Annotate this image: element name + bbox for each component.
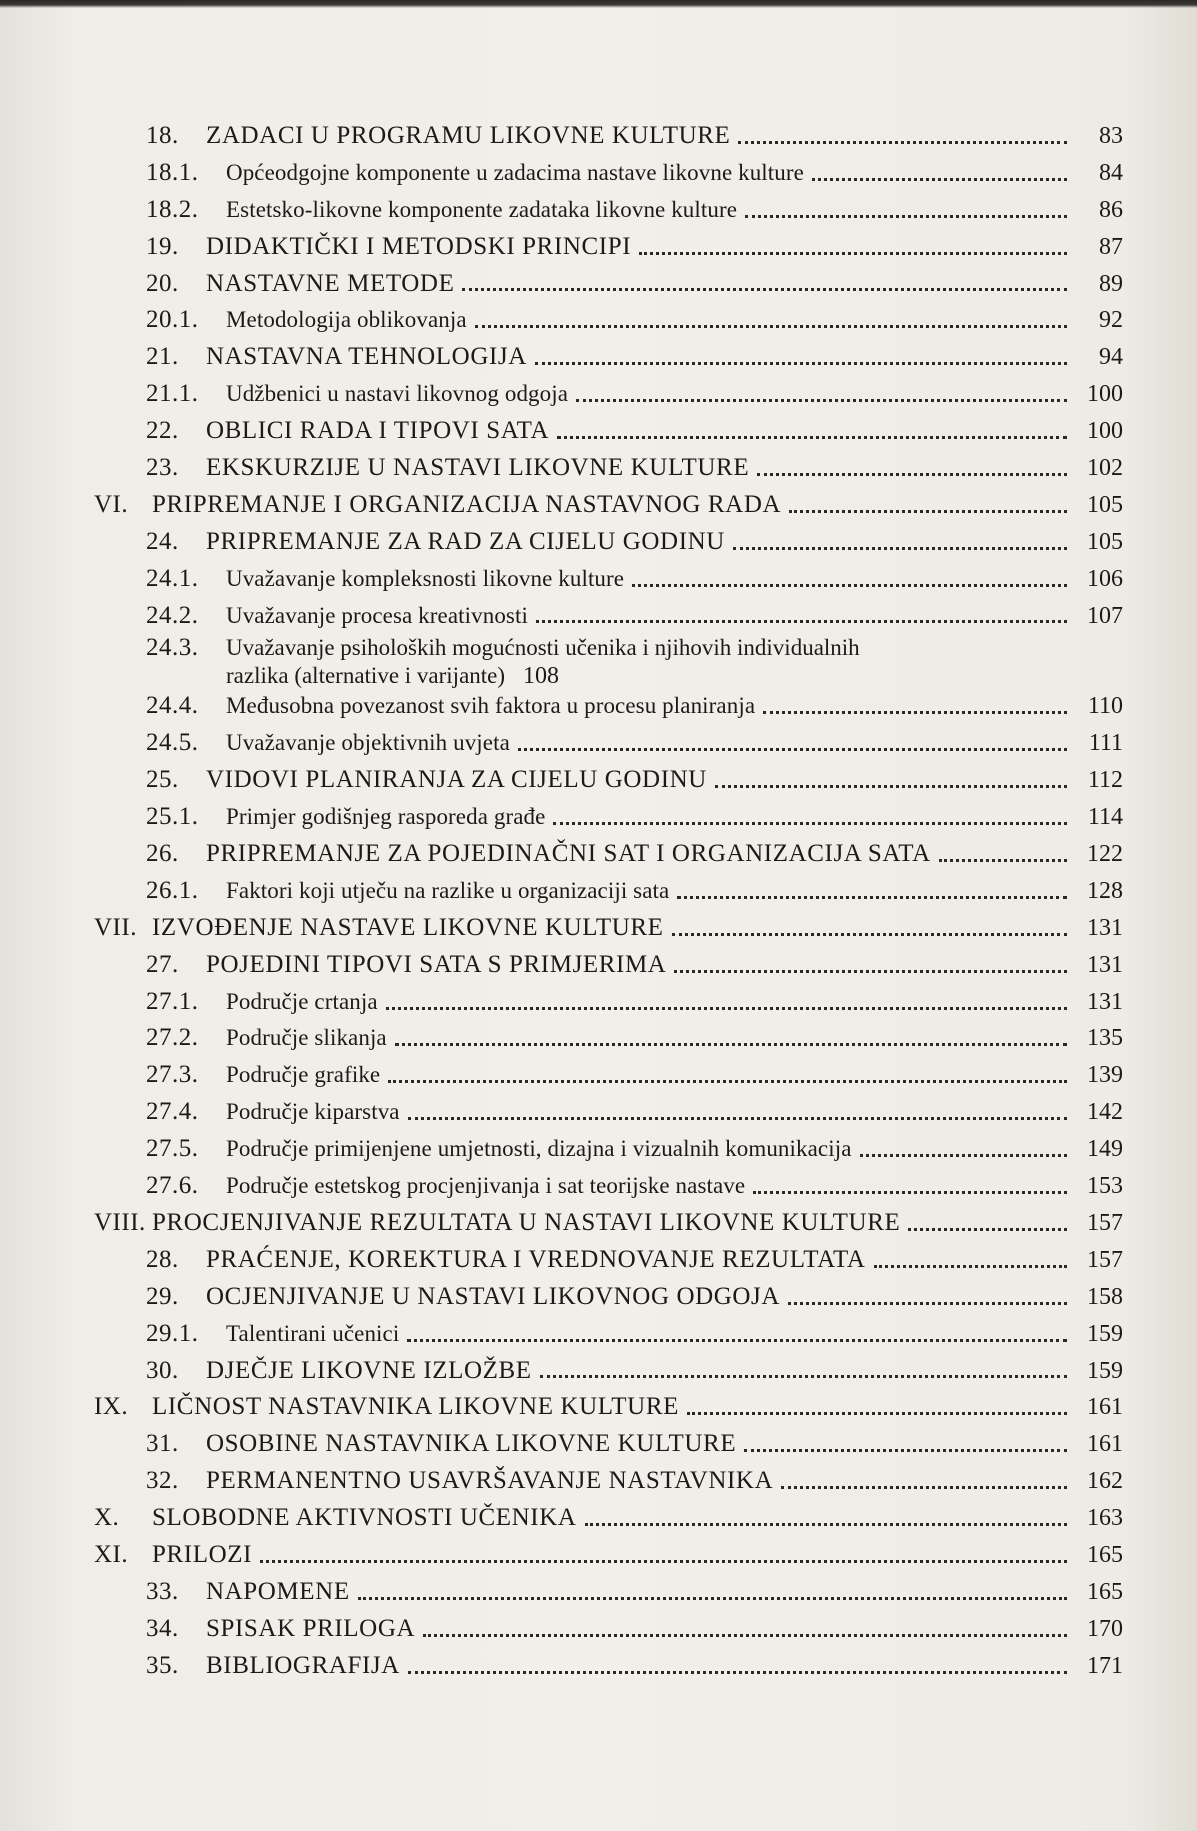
toc-entry-title: DIDAKTIČKI I METODSKI PRINCIPI xyxy=(206,232,632,260)
toc-entry xyxy=(0,688,1197,725)
toc-entry xyxy=(0,1316,1197,1353)
toc-entry-number: 34. xyxy=(146,1614,179,1642)
toc-entry xyxy=(0,984,1197,1021)
dot-leader xyxy=(789,510,1067,513)
toc-entry xyxy=(0,1611,1197,1648)
toc-entry-number: 35. xyxy=(146,1651,179,1679)
toc-entry-number: 24. xyxy=(146,527,179,555)
toc-entry-page: 106 xyxy=(1087,565,1123,592)
toc-entry xyxy=(0,1537,1197,1574)
toc-entry-page: 149 xyxy=(1087,1136,1123,1163)
toc-entry-title: PRIPREMANJE I ORGANIZACIJA NASTAVNOG RADA xyxy=(152,490,782,518)
toc-entry xyxy=(0,376,1197,413)
toc-entry-page: 165 xyxy=(1087,1541,1123,1568)
dot-leader xyxy=(540,1375,1067,1378)
toc-entry-number: 29. xyxy=(146,1282,179,1310)
toc-entry-title: Područje grafike xyxy=(226,1062,381,1088)
dot-leader xyxy=(462,288,1067,291)
toc-entry-page: 83 xyxy=(1099,123,1123,149)
page-top-edge xyxy=(0,0,1197,8)
toc-entry-title: PRIPREMANJE ZA POJEDINAČNI SAT I ORGANIZACIJA SATA xyxy=(206,840,931,868)
toc-entry-title: NAPOMENE xyxy=(206,1577,350,1605)
toc-entry xyxy=(0,118,1197,155)
toc-entry-number: VIII. xyxy=(94,1208,146,1236)
toc-entry-number: 26.1. xyxy=(146,876,199,904)
toc-entry-page: 128 xyxy=(1087,877,1123,904)
toc-entry-page: 111 xyxy=(1088,730,1123,757)
toc-entry-page: 100 xyxy=(1087,418,1123,445)
toc-entry-page: 89 xyxy=(1099,270,1123,297)
dot-leader xyxy=(812,178,1067,181)
toc-entry-page: 162 xyxy=(1087,1468,1123,1495)
toc-entry xyxy=(0,1426,1197,1463)
dot-leader xyxy=(733,547,1067,550)
toc-entry-page: 107 xyxy=(1087,602,1123,629)
toc-entry xyxy=(0,266,1197,303)
toc-entry-page: 102 xyxy=(1087,455,1123,482)
toc-entry-page: 157 xyxy=(1087,1209,1123,1236)
toc-entry-number: 29.1. xyxy=(146,1319,199,1347)
toc-entry-title: VIDOVI PLANIRANJA ZA CIJELU GODINU xyxy=(206,766,707,794)
toc-entry-title: PROCJENJIVANJE REZULTATA U NASTAVI LIKOVNE KULTURE xyxy=(152,1208,901,1236)
toc-entry-title: EKSKURZIJE U NASTAVI LIKOVNE KULTURE xyxy=(206,454,750,482)
toc-entry-page: 108 xyxy=(523,663,560,690)
toc-entry-page: 112 xyxy=(1087,767,1123,794)
table-of-contents xyxy=(0,118,1197,1685)
toc-entry-page: 139 xyxy=(1087,1062,1123,1089)
dot-leader xyxy=(535,362,1067,365)
toc-entry-page: 92 xyxy=(1099,307,1123,334)
toc-entry-page: 159 xyxy=(1087,1357,1123,1384)
toc-entry-title: Međusobna povezanost svih faktora u procesu planiranja xyxy=(226,693,756,719)
toc-entry-title: Faktori koji utječu na razlike u organizaciji sata xyxy=(226,877,670,903)
toc-entry-page: 105 xyxy=(1087,528,1123,555)
toc-entry-title: Područje slikanja xyxy=(226,1025,387,1051)
toc-entry-title: ZADACI U PROGRAMU LIKOVNE KULTURE xyxy=(206,122,731,149)
toc-entry xyxy=(0,598,1197,635)
toc-entry xyxy=(0,1094,1197,1131)
toc-entry-title: IZVOĐENJE NASTAVE LIKOVNE KULTURE xyxy=(152,913,664,941)
toc-entry-number: 30. xyxy=(146,1356,179,1384)
dot-leader xyxy=(745,215,1067,218)
dot-leader xyxy=(407,1339,1067,1342)
toc-entry-title: Područje estetskog procjenjivanja i sat teorijske nastave xyxy=(226,1173,746,1199)
toc-entry xyxy=(0,450,1197,487)
dot-leader xyxy=(781,1486,1067,1489)
toc-entry xyxy=(0,799,1197,836)
toc-entry xyxy=(0,1389,1197,1426)
toc-entry-page: 171 xyxy=(1087,1652,1123,1679)
toc-entry-title: Područje kiparstva xyxy=(226,1099,400,1125)
toc-entry-page: 84 xyxy=(1099,159,1123,186)
toc-entry-title: Područje crtanja xyxy=(226,988,378,1014)
toc-entry-number: 27.4. xyxy=(146,1098,199,1126)
toc-entry-number: 27.3. xyxy=(146,1061,199,1089)
toc-entry xyxy=(0,1242,1197,1279)
toc-entry-page: 131 xyxy=(1087,988,1123,1015)
toc-entry xyxy=(0,155,1197,192)
dot-leader xyxy=(408,1671,1067,1674)
toc-entry-number: 27.2. xyxy=(146,1024,199,1052)
toc-entry xyxy=(0,302,1197,339)
dot-leader xyxy=(260,1560,1067,1563)
toc-entry-page: 114 xyxy=(1087,804,1123,831)
toc-entry-title: Uvažavanje kompleksnosti likovne kulture xyxy=(226,565,625,591)
toc-entry-number: 21.1. xyxy=(146,380,199,408)
toc-entry xyxy=(0,1500,1197,1537)
toc-entry xyxy=(0,762,1197,799)
toc-entry-page: 122 xyxy=(1087,841,1123,868)
toc-entry-title: NASTAVNA TEHNOLOGIJA xyxy=(206,343,527,371)
toc-entry-page: 157 xyxy=(1087,1246,1123,1273)
toc-entry-title: OCJENJIVANJE U NASTAVI LIKOVNOG ODGOJA xyxy=(206,1282,781,1310)
toc-entry-number: 24.3. xyxy=(146,634,199,662)
dot-leader xyxy=(788,1302,1067,1305)
toc-entry-page: 158 xyxy=(1087,1283,1123,1310)
toc-entry-title: BIBLIOGRAFIJA xyxy=(206,1651,400,1679)
toc-entry xyxy=(0,1279,1197,1316)
toc-entry-title: Metodologija oblikovanja xyxy=(226,307,467,333)
toc-entry xyxy=(0,1057,1197,1094)
toc-entry-title: LIČNOST NASTAVNIKA LIKOVNE KULTURE xyxy=(152,1393,679,1421)
dot-leader xyxy=(672,933,1067,936)
toc-entry-title: Uvažavanje procesa kreativnosti xyxy=(226,602,528,628)
toc-entry-title: OBLICI RADA I TIPOVI SATA xyxy=(206,417,550,445)
dot-leader xyxy=(738,141,1067,144)
toc-entry-page: 161 xyxy=(1087,1394,1123,1421)
dot-leader xyxy=(908,1228,1067,1231)
toc-entry xyxy=(0,1131,1197,1168)
dot-leader xyxy=(763,711,1067,714)
toc-entry-title: PRAĆENJE, KOREKTURA I VREDNOVANJE REZULTATA xyxy=(206,1245,866,1273)
toc-entry-title: PRIPREMANJE ZA RAD ZA CIJELU GODINU xyxy=(206,527,725,555)
dot-leader xyxy=(677,896,1067,899)
toc-entry xyxy=(0,487,1197,524)
dot-leader xyxy=(757,473,1067,476)
toc-entry-page: 94 xyxy=(1099,344,1123,371)
toc-entry-title: OSOBINE NASTAVNIKA LIKOVNE KULTURE xyxy=(206,1430,737,1458)
toc-entry-number: 31. xyxy=(146,1430,179,1458)
toc-entry xyxy=(0,873,1197,910)
dot-leader xyxy=(860,1154,1067,1157)
toc-entry-title: POJEDINI TIPOVI SATA S PRIMJERIMA xyxy=(206,950,667,978)
toc-entry-number: 24.1. xyxy=(146,564,199,592)
toc-entry-title: Estetsko-likovne komponente zadataka likovne kulture xyxy=(226,196,738,222)
toc-entry xyxy=(0,634,1197,688)
toc-entry-page: 142 xyxy=(1087,1099,1123,1126)
toc-entry-title: Talentirani učenici xyxy=(226,1320,400,1346)
dot-leader xyxy=(874,1265,1067,1268)
toc-entry-page: 161 xyxy=(1087,1431,1123,1458)
toc-entry xyxy=(0,1168,1197,1205)
toc-entry xyxy=(0,339,1197,376)
toc-entry-number: 19. xyxy=(146,232,179,260)
toc-entry-number: 24.5. xyxy=(146,729,199,757)
toc-entry-number: 33. xyxy=(146,1577,179,1605)
toc-entry-page: 87 xyxy=(1099,233,1123,260)
toc-entry-page: 131 xyxy=(1087,914,1123,941)
toc-entry-number: 24.2. xyxy=(146,601,199,629)
dot-leader xyxy=(475,325,1067,328)
toc-entry xyxy=(0,1463,1197,1500)
toc-entry-page: 86 xyxy=(1099,196,1123,223)
toc-entry-title: SLOBODNE AKTIVNOSTI UČENIKA xyxy=(152,1504,577,1532)
toc-entry-page: 110 xyxy=(1087,693,1123,720)
toc-entry-title: DJEČJE LIKOVNE IZLOŽBE xyxy=(206,1356,532,1384)
dot-leader xyxy=(358,1597,1067,1600)
dot-leader xyxy=(557,436,1067,439)
toc-entry xyxy=(0,910,1197,947)
toc-entry-page: 165 xyxy=(1087,1578,1123,1605)
toc-entry-title: NASTAVNE METODE xyxy=(206,269,455,297)
toc-entry-title: PERMANENTNO USAVRŠAVANJE NASTAVNIKA xyxy=(206,1467,774,1495)
toc-entry-page: 153 xyxy=(1087,1173,1123,1200)
dot-leader xyxy=(744,1449,1067,1452)
toc-entry-number: 25.1. xyxy=(146,803,199,831)
toc-entry-number: 24.4. xyxy=(146,692,199,720)
toc-entry-number: 23. xyxy=(146,454,179,482)
toc-entry xyxy=(0,1353,1197,1390)
toc-entry-title: Primjer godišnjeg rasporeda građe xyxy=(226,804,546,830)
toc-entry-page: 159 xyxy=(1087,1320,1123,1347)
dot-leader xyxy=(536,620,1067,623)
toc-entry-title-continued: razlika (alternative i varijante) xyxy=(226,663,506,689)
toc-entry-title: Uvažavanje psiholoških mogućnosti učenika i njihovih individualnih xyxy=(226,635,860,661)
toc-entry-number: 25. xyxy=(146,766,179,794)
dot-leader xyxy=(395,1043,1067,1046)
toc-entry-title: Uvažavanje objektivnih uvjeta xyxy=(226,730,510,756)
toc-entry-number: X. xyxy=(94,1504,120,1532)
toc-entry-number: 27.1. xyxy=(146,987,199,1015)
toc-entry-number: 32. xyxy=(146,1467,179,1495)
dot-leader xyxy=(576,399,1067,402)
toc-entry xyxy=(0,1205,1197,1242)
toc-entry-number: VI. xyxy=(94,490,129,518)
toc-entry xyxy=(0,1574,1197,1611)
toc-entry-number: 27.6. xyxy=(146,1172,199,1200)
dot-leader xyxy=(553,822,1067,825)
toc-entry-number: 27.5. xyxy=(146,1135,199,1163)
dot-leader xyxy=(518,748,1067,751)
toc-entry-number: IX. xyxy=(94,1393,129,1421)
dot-leader xyxy=(585,1523,1067,1526)
dot-leader xyxy=(715,785,1067,788)
dot-leader xyxy=(639,252,1067,255)
dot-leader xyxy=(408,1117,1067,1120)
toc-entry-page: 100 xyxy=(1087,381,1123,408)
toc-entry xyxy=(0,947,1197,984)
toc-entry xyxy=(0,836,1197,873)
toc-entry-number: XI. xyxy=(94,1540,129,1568)
dot-leader xyxy=(386,1007,1067,1010)
toc-entry-page: 105 xyxy=(1087,491,1123,518)
toc-entry xyxy=(0,1648,1197,1685)
dot-leader xyxy=(753,1191,1067,1194)
dot-leader xyxy=(939,859,1067,862)
toc-entry xyxy=(0,524,1197,561)
toc-entry xyxy=(0,725,1197,762)
toc-entry-page: 131 xyxy=(1087,951,1123,978)
toc-entry-title: Područje primijenjene umjetnosti, dizajna i vizualnih komunikacija xyxy=(226,1136,852,1162)
toc-entry-title: SPISAK PRILOGA xyxy=(206,1614,416,1642)
toc-entry-number: 18. xyxy=(146,122,179,149)
dot-leader xyxy=(674,970,1067,973)
toc-entry-number: 21. xyxy=(146,343,179,371)
toc-entry-title: Udžbenici u nastavi likovnog odgoja xyxy=(226,381,569,407)
toc-entry-number: 22. xyxy=(146,417,179,445)
toc-entry-page: 163 xyxy=(1087,1505,1123,1532)
toc-entry-title: PRILOZI xyxy=(152,1540,253,1568)
toc-entry-number: 20. xyxy=(146,269,179,297)
toc-entry-title: Općeodgojne komponente u zadacima nastave likovne kulture xyxy=(226,159,804,185)
dot-leader xyxy=(388,1080,1067,1083)
toc-entry-number: 18.2. xyxy=(146,195,199,223)
dot-leader xyxy=(687,1412,1067,1415)
toc-entry-number: 26. xyxy=(146,840,179,868)
toc-entry-number: 28. xyxy=(146,1245,179,1273)
dot-leader xyxy=(423,1634,1067,1637)
toc-entry xyxy=(0,561,1197,598)
toc-entry-number: 27. xyxy=(146,950,179,978)
toc-entry xyxy=(0,229,1197,266)
toc-entry xyxy=(0,413,1197,450)
toc-entry-number: VII. xyxy=(94,913,137,941)
toc-entry xyxy=(0,1020,1197,1057)
toc-entry-number: 18.1. xyxy=(146,158,199,186)
dot-leader xyxy=(632,584,1067,587)
toc-entry-page: 135 xyxy=(1087,1025,1123,1052)
toc-entry-number: 20.1. xyxy=(146,306,199,334)
toc-entry xyxy=(0,192,1197,229)
toc-entry-page: 170 xyxy=(1087,1615,1123,1642)
